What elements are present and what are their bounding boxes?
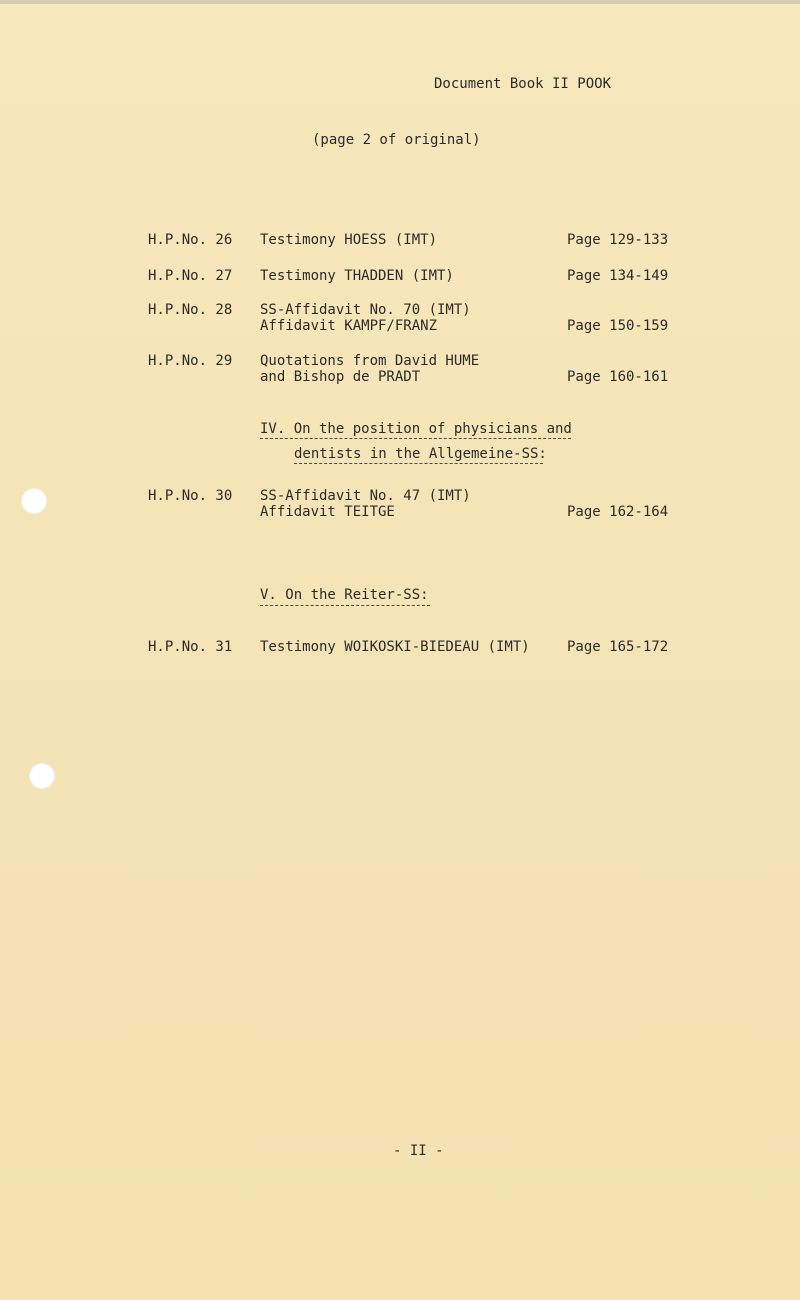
page-range: Page 129-133	[567, 232, 669, 248]
section-underline	[260, 438, 571, 439]
document-reference: Document Book II POOK	[434, 76, 612, 92]
exhibit-number: H.P.No. 27	[148, 268, 233, 284]
exhibit-number: H.P.No. 31	[148, 639, 233, 655]
section-underline	[260, 605, 430, 606]
section-heading-iv-line2: dentists in the Allgemeine-SS:	[294, 446, 547, 462]
exhibit-description-line2: Affidavit TEITGE	[260, 504, 395, 520]
section-heading-iv: IV. On the position of physicians and	[260, 421, 572, 437]
exhibit-description: Quotations from David HUME	[260, 353, 480, 369]
page-range: Page 162-164	[567, 504, 669, 520]
exhibit-description: Testimony HOESS (IMT)	[260, 232, 438, 248]
exhibit-number: H.P.No. 29	[148, 353, 233, 369]
page-range: Page 134-149	[567, 268, 669, 284]
exhibit-description-line2: Affidavit KAMPF/FRANZ	[260, 318, 438, 334]
page-note: (page 2 of original)	[312, 132, 481, 148]
section-heading-v: V. On the Reiter-SS:	[260, 587, 429, 603]
page-range: Page 160-161	[567, 369, 669, 385]
page-range: Page 150-159	[567, 318, 669, 334]
exhibit-number: H.P.No. 26	[148, 232, 233, 248]
exhibit-description: Testimony WOIKOSKI-BIEDEAU (IMT)	[260, 639, 530, 655]
exhibit-number: H.P.No. 28	[148, 302, 233, 318]
section-underline	[294, 463, 543, 464]
punch-hole-bottom	[29, 763, 55, 789]
punch-hole-top	[21, 488, 47, 514]
exhibit-description-line2: and Bishop de PRADT	[260, 369, 421, 385]
exhibit-number: H.P.No. 30	[148, 488, 233, 504]
page-range: Page 165-172	[567, 639, 669, 655]
exhibit-description: SS-Affidavit No. 47 (IMT)	[260, 488, 471, 504]
page-top-edge	[0, 0, 800, 4]
page-number: - II -	[393, 1143, 444, 1159]
exhibit-description: Testimony THADDEN (IMT)	[260, 268, 454, 284]
exhibit-description: SS-Affidavit No. 70 (IMT)	[260, 302, 471, 318]
